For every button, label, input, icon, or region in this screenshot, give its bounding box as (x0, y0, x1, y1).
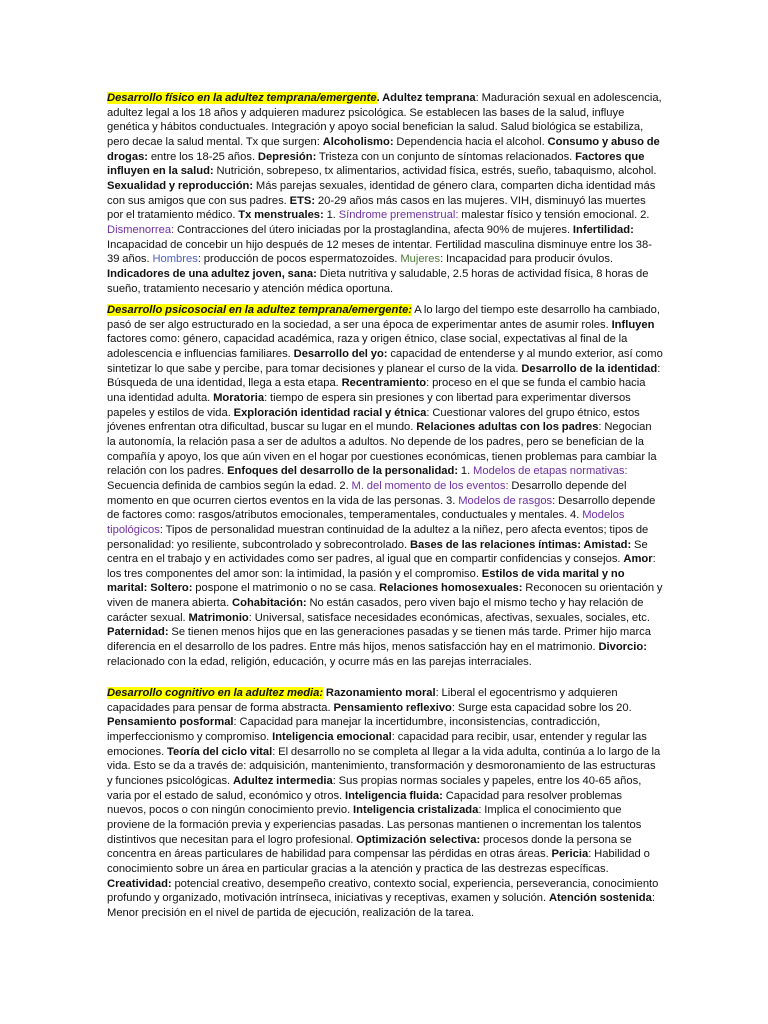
bold-term: Indicadores de una adultez joven, sana: (107, 267, 317, 280)
body-text: : Implica el conocimiento que proviene de la formación previa y experiencias pasadas. Las personas mantienen o incrementan los talentos distintivos que necesitan para el logro profesional. (107, 804, 642, 846)
body-text: : Tipos de personalidad muestran continuidad de la adultez a la niñez, pero afecta eventos; tipos de personalidad: yo resiliente, subcontrolado y sobrecontrolado. (107, 523, 649, 551)
bold-term: Influyen (611, 318, 655, 331)
body-text: Dieta nutritiva y saludable, 2.5 horas de actividad física, 8 horas de sueño, tratamiento necesario y atención médica oportuna. (107, 267, 649, 295)
body-text: : Menor precisión en el nivel de partida de ejecución, realización de la tarea. (107, 892, 655, 919)
body-text: Contracciones del útero iniciadas por la prostaglandina, afecta 90% de mujeres. (174, 223, 573, 236)
body-text: Capacidad para resolver problemas nuevos, pocos o con ningún conocimiento previo. (107, 789, 623, 817)
bold-term: Inteligencia cristalizada (353, 804, 479, 817)
body-text: Secuencia definida de cambios según la edad. 2. (107, 479, 352, 492)
body-text: : Búsqueda de una identidad, llega a esta etapa. (107, 362, 661, 390)
subtype-label: Hombres (152, 253, 198, 266)
bold-term: Pensamiento posformal (107, 716, 234, 729)
section-physical-development (107, 91, 663, 296)
subtype-label: Mujeres (400, 253, 441, 266)
body-text: : Capacidad para manejar la incertidumbre, inconsistencias, contradicción, imperfeccionismo y compromiso. (107, 716, 601, 743)
body-text: Se tienen menos hijos que en las generaciones pasadas y se tienen más tarde. Primer hijo marca diferencia en el desarrollo de los padres. Entre más hijos, menos satisfacción hay en el matrimonio. (107, 626, 651, 654)
bold-term: Relaciones adultas con los padres (416, 421, 599, 434)
bold-term: Bases de las relaciones íntimas: Amistad: (409, 538, 632, 551)
bold-term: Matrimonio (188, 611, 249, 624)
bold-term: Recentramiento (341, 377, 427, 390)
bold-term: Tx menstruales: (238, 209, 324, 222)
body-text: : Surge esta capacidad sobre los 20. (451, 701, 632, 714)
body-text: : Sus propias normas sociales y papeles, entre los 40-65 años, varia por el estado de salud, económico y otros. (107, 774, 642, 802)
body-text: potencial creativo, desempeño creativo, contexto social, experiencia, perseverancia, conocimiento profundo y organizado, motivación intrínseca, iniciativas y receptivas, examen y solución. (107, 877, 659, 905)
body-text: : tiempo de espera sin presiones y con libertad para experimentar diversos papeles y estilos de vida. (107, 391, 631, 419)
body-text: 1. (323, 209, 339, 222)
body-text: malestar físico y tensión emocional. 2. (458, 209, 650, 222)
body-text: pospone el matrimonio o no se casa. (192, 582, 380, 595)
body-text: 1. (458, 465, 474, 478)
bold-term: Estilos de vida marital y no marital: Soltero: (107, 567, 625, 595)
body-text: : Incapacidad para producir óvulos. (440, 253, 614, 266)
section-psychosocial-development (107, 303, 663, 669)
bold-term: Desarrollo de la identidad (521, 362, 658, 375)
body-text: : Cuestionar valores del grupo étnico, estos jóvenes enfrentan otra dificultad, buscar su lugar en el mundo. (107, 406, 640, 434)
bold-term: Moratoria (213, 391, 265, 404)
body-text: A lo largo del tiempo este desarrollo ha cambiado, pasó de ser algo estructurado en la sociedad, a ser una época de experimentar antes de asumir roles. (107, 304, 660, 331)
body-text: factores como: género, capacidad académica, raza y origen étnico, clase social, expectativas al final de la adolescencia e influencias familiares. (107, 333, 628, 360)
bold-term: Consumo y abuso de drogas: (107, 135, 660, 163)
body-text: : los tres componentes del amor son: la intimidad, la pasión y el compromiso. (107, 553, 656, 580)
bold-term: Adultez intermedia (232, 774, 333, 787)
subtype-label: Modelos de etapas normativas: (473, 465, 628, 478)
body-text: Dependencia hacia el alcohol. (393, 135, 548, 148)
body-text: No están casados, pero viven bajo el mismo techo y hay relación de carácter sexual. (107, 597, 644, 624)
bold-term: . Adultez temprana (376, 92, 476, 104)
body-text: : Negocian la autonomía, la relación pasa a ser de adultos a adultos. No depende de los padres, pero se benefician de la compañía y apoyo, los que aún viven en el hogar por cuestiones económicas, tienen problemas para cambiar la relación con los padres. (107, 421, 657, 478)
body-text: capacidad de entenderse y al mundo exterior, así como sintetizar lo que sabe y percibe, para tomar decisiones y planear el curso de la vida. (107, 347, 663, 375)
bold-term: Creatividad: (107, 877, 172, 890)
body-text: : Desarrollo depende de factores como: rasgos/atributos emocionales, temperamentales, conductuales y mentales. 4. (107, 494, 656, 522)
body-text: Tristeza con un conjunto de síntomas relacionados. (316, 150, 576, 163)
body-text: : Universal, satisface necesidades económicas, afectivas, sexuales, sociales, etc. (248, 611, 650, 624)
section-heading: Desarrollo psicosocial en la adultez temprana/emergente: (107, 304, 413, 316)
subtype-label: Modelos tipológicos (107, 509, 625, 536)
bold-term: Cohabitación: (232, 597, 307, 610)
bold-term: Paternidad: (107, 626, 169, 639)
bold-term: Atención sostenida (548, 892, 652, 905)
body-text: Nutrición, sobrepeso, tx alimentarios, actividad física, estrés, sueño, tabaquismo, alcohol. (213, 165, 657, 178)
bold-term: Optimización selectiva: (356, 833, 481, 846)
bold-term: Pericia (551, 848, 589, 861)
subtype-label: Dismenorrea: (107, 223, 175, 236)
body-text: : Maduración sexual en adolescencia, adultez legal a los 18 años y adquieren madurez psicológica. Se establecen las bases de la salud, influye genética y hábitos conductuales. Integración y apoyo social benefician la salud. Salud biológica se estabiliza, pero decae la salud mental. Tx que surgen: (107, 92, 662, 148)
bold-term: Enfoques del desarrollo de la personalidad: (227, 465, 459, 478)
bold-term: Factores que influyen en la salud: (107, 150, 645, 178)
body-text: entre los 18-25 años. (148, 150, 258, 163)
subtype-label: M. del momento de los eventos: (351, 479, 509, 492)
bold-term: Razonamiento moral (323, 687, 436, 699)
bold-term: Depresión: (257, 150, 317, 163)
body-text: Incapacidad de concebir un hijo después de 12 meses de intentar. Fertilidad masculina disminuye entre los 38-39 años. (107, 238, 652, 266)
body-text: Desarrollo depende del momento en que ocurren ciertos eventos en la vida de las personas. 3. (107, 479, 627, 507)
bold-term: Divorcio: (598, 641, 647, 654)
body-text: Se centra en el trabajo y en actividades como ser padres, al igual que en compartir confidencias y consejos. (107, 538, 648, 566)
bold-term: Inteligencia emocional (272, 730, 392, 743)
body-text: 20-29 años más casos en las mujeres. VIH, disminuyó las muertes por el tratamiento médico. (107, 194, 646, 222)
bold-term: Amor (623, 553, 653, 566)
body-text: : El desarrollo no se completa al llegar a la vida adulta, continúa a lo largo de la vida. Esto se da a través de: adquisición, mantenimiento, transformación y desmoronamiento de las estructuras y funciones psicológicas. (107, 745, 661, 787)
body-text: Más parejas sexuales, identidad de género clara, comparten dicha identidad más con sus amigos que con sus padres. (107, 179, 656, 207)
subtype-label: Modelos de rasgos (458, 494, 553, 507)
bold-term: Desarrollo del yo: (293, 347, 388, 360)
body-text: relacionado con la edad, religión, educación, y ocurre más en las parejas interraciales. (107, 655, 532, 668)
bold-term: Relaciones homosexuales: (379, 582, 523, 595)
bold-term: Pensamiento reflexivo (333, 701, 452, 714)
section-heading: Desarrollo cognitivo en la adultez media: (107, 687, 324, 699)
bold-term: ETS: (289, 194, 316, 207)
section-heading: Desarrollo físico en la adultez temprana/emergente (107, 92, 377, 104)
bold-term: Sexualidad y reproducción: (107, 179, 254, 192)
bold-term: Infertilidad: (572, 223, 634, 236)
body-text: Reconocen su orientación y viven de manera abierta. (107, 582, 663, 610)
body-text: : Liberal el egocentrismo y adquieren capacidades para pensar de forma abstracta. (107, 687, 618, 714)
body-text: : producción de pocos espermatozoides. (197, 253, 401, 266)
body-text: : capacidad para recibir, usar, entender y regular las emociones. (107, 730, 647, 758)
bold-term: Exploración identidad racial y étnica (233, 406, 427, 419)
section-cognitive-development (107, 686, 663, 921)
body-text: : Habilidad o conocimiento sobre un área en particular gracias a la atención y practica de las destrezas específicas. (107, 848, 650, 875)
bold-term: Inteligencia fluida: (344, 789, 443, 802)
bold-term: Alcoholismo: (322, 135, 394, 148)
body-text: procesos donde la persona se concentra en áreas particulares de habilidad para compensar las pérdidas en otras áreas. (107, 833, 632, 861)
subtype-label: Síndrome premenstrual: (338, 209, 459, 222)
bold-term: Teoría del ciclo vital (167, 745, 273, 758)
body-text: : proceso en el que se funda el cambio hacia una identidad adulta. (107, 377, 646, 404)
